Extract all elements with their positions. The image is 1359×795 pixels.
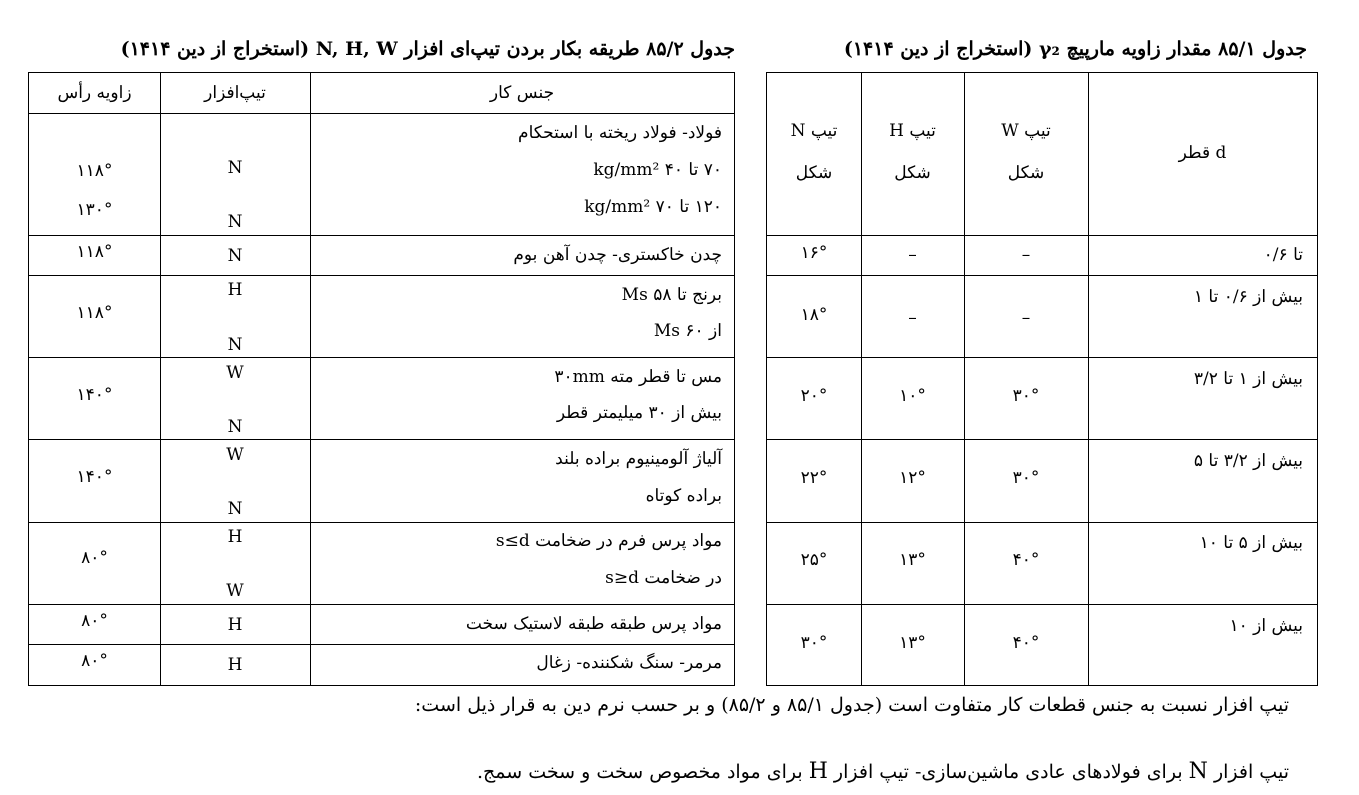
n-angle-cell: ۲۲° [800, 468, 828, 488]
h-angle-cell: ۱۳° [899, 550, 926, 570]
angle-cell: ۸۰° [81, 548, 108, 568]
n-angle-cell: ۲۵° [800, 550, 828, 570]
n-angle-cell: ۱۶° [800, 243, 828, 263]
tool-type-cell: W [226, 581, 244, 601]
footer-text: تیپ افزار [1213, 761, 1289, 783]
diameter-cell: بیش از ۵ تا ۱۰ [1199, 533, 1303, 553]
diameter-cell: تا ۰/۶ [1263, 245, 1303, 265]
material-cell: مس تا قطر مته ۳۰mm [554, 367, 722, 387]
angle-cell: ۱۱۸° [76, 242, 113, 262]
n-angle-cell: ۲۰° [800, 386, 828, 406]
footer-type-h: H [808, 759, 828, 784]
diameter-cell: بیش از ۱ تا ۳/۲ [1193, 369, 1303, 389]
n-angle-cell: ۱۸° [800, 305, 828, 325]
material-cell: برنج تا Ms ۵۸ [621, 285, 722, 305]
header-type-n: N تیپ [790, 121, 838, 141]
left-table-caption: جدول ۸۵/۲ طریقه بکار بردن تیپ‌ای افزار N, H, W (استخراج از دین ۱۴۱۴) [120, 38, 735, 60]
material-cell: براده کوتاه [645, 486, 722, 506]
n-angle-cell: ۳۰° [800, 633, 828, 653]
w-angle-cell: – [1021, 308, 1031, 328]
tool-type-cell: H [227, 280, 243, 300]
header-shape-n: شکل [795, 163, 833, 183]
angle-cell: ۱۴۰° [76, 385, 113, 405]
h-angle-cell: ۱۳° [899, 633, 926, 653]
header-diameter: قطر d [1178, 143, 1227, 163]
footer-line-1: تیپ افزار نسبت به جنس قطعات کار متفاوت است (جدول ۸۵/۱ و ۸۵/۲) و بر حسب نرم دین به قرار ذیل است: [414, 694, 1289, 716]
angle-cell: ۱۳۰° [76, 200, 113, 220]
drill-type-usage-table [28, 72, 735, 686]
material-cell: مرمر- سنگ شکننده- زغال [536, 653, 722, 673]
tool-type-cell: H [227, 655, 243, 675]
h-angle-cell: – [908, 245, 917, 265]
header-shape-h: شکل [894, 163, 931, 183]
angle-cell: ۸۰° [81, 611, 108, 631]
tool-type-cell: N [227, 335, 243, 355]
angle-cell: ۱۴۰° [76, 467, 113, 487]
angle-cell: ۱۱۸° [76, 303, 113, 323]
header-material: جنس کار [489, 83, 555, 103]
header-tool-type: تیپ‌افزار [204, 83, 266, 103]
tool-type-cell: W [226, 445, 244, 465]
material-cell: بیش از ۳۰ میلیمتر قطر [556, 403, 722, 423]
tool-type-cell: N [227, 499, 243, 519]
tool-type-cell: N [227, 158, 243, 178]
material-cell: مواد پرس طبقه طبقه لاستیک سخت [465, 614, 722, 634]
material-cell: مواد پرس فرم در ضخامت s≤d [495, 531, 722, 551]
w-angle-cell: ۳۰° [1012, 386, 1040, 406]
diameter-cell: بیش از ۰/۶ تا ۱ [1193, 287, 1303, 307]
tool-type-cell: H [227, 615, 243, 635]
footer-line-2 [477, 759, 1289, 784]
right-table-caption: جدول ۸۵/۱ مقدار زاویه مارپیچ γ₂ (استخراج از دین ۱۴۱۴) [843, 38, 1307, 60]
tool-type-cell: N [227, 212, 243, 232]
header-type-h: H تیپ [889, 121, 936, 141]
helix-angle-table [766, 72, 1318, 686]
angle-cell: ۱۱۸° [76, 161, 113, 181]
material-cell: ۱۲۰ تا ۷۰ kg/mm² [584, 197, 722, 217]
w-angle-cell: ۴۰° [1012, 550, 1040, 570]
h-angle-cell: ۱۰° [899, 386, 926, 406]
material-cell: ۷۰ تا ۴۰ kg/mm² [593, 160, 722, 180]
material-cell: چدن خاکستری- چدن آهن بوم [513, 245, 722, 265]
diameter-cell: بیش از ۱۰ [1229, 616, 1303, 636]
material-cell: آلیاژ آلومینیوم براده بلند [555, 449, 722, 469]
w-angle-cell: ۳۰° [1012, 468, 1040, 488]
header-type-w: W تیپ [1001, 121, 1051, 141]
material-cell: از Ms ۶۰ [653, 321, 722, 341]
h-angle-cell: ۱۲° [899, 468, 926, 488]
w-angle-cell: ۴۰° [1012, 633, 1040, 653]
footer-type-n: N [1188, 759, 1208, 784]
header-shape-w: شکل [1007, 163, 1045, 183]
h-angle-cell: – [908, 308, 917, 328]
tool-type-cell: W [226, 363, 244, 383]
material-cell: در ضخامت s≥d [605, 568, 722, 588]
angle-cell: ۸۰° [81, 651, 108, 671]
material-cell: فولاد- فولاد ریخته با استحکام [518, 123, 722, 143]
header-point-angle: زاویه رأس [57, 83, 132, 103]
w-angle-cell: – [1021, 245, 1031, 265]
tool-type-cell: N [227, 417, 243, 437]
footer-text: برای مواد مخصوص سخت و سخت سمج. [476, 761, 803, 783]
diameter-cell: بیش از ۳/۲ تا ۵ [1193, 451, 1303, 471]
tool-type-cell: N [227, 246, 243, 266]
tool-type-cell: H [227, 527, 243, 547]
footer-text: برای فولادهای عادی ماشین‌سازی- تیپ افزار [833, 761, 1183, 783]
